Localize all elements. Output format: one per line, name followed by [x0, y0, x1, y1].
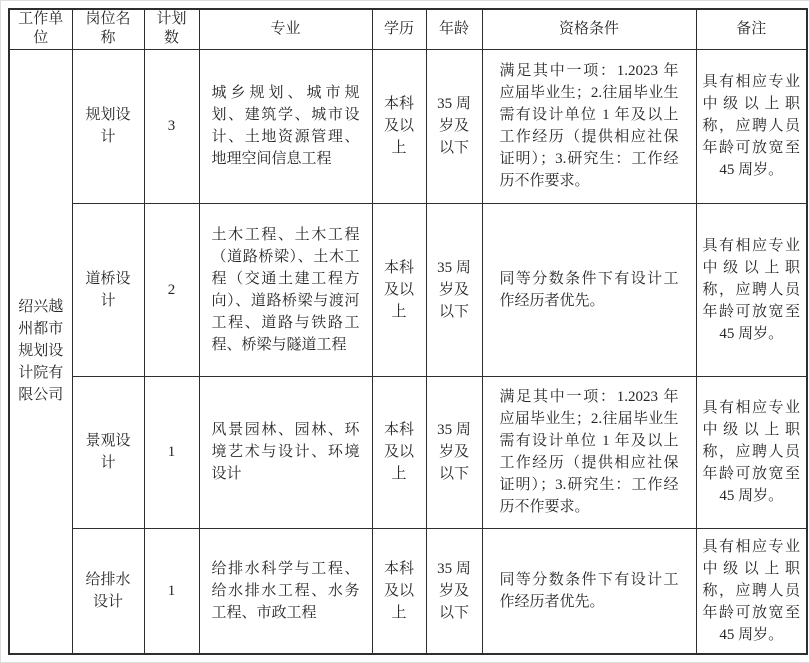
remarks-cell: 具有相应专业中级以上职称，应聘人员年龄可放宽至 45 周岁。 [696, 528, 807, 654]
qualification-cell: 满足其中一项：1.2023 年应届毕业生；2.往届毕业生需有设计单位 1 年及以上工作经历（提供相应社保证明）；3.研究生：工作经历不作要求。 [482, 376, 696, 528]
count-cell: 1 [144, 528, 199, 654]
qualification-cell: 满足其中一项：1.2023 年应届毕业生；2.往届毕业生需有设计单位 1 年及以上工作经历（提供相应社保证明）；3.研究生：工作经历不作要求。 [482, 49, 696, 203]
table-row-water-supply-drainage-design [9, 528, 807, 654]
header-age: 年龄 [426, 9, 482, 49]
header-position-name: 岗位名称 [72, 9, 144, 49]
header-planned-count: 计划数 [144, 9, 199, 49]
age-cell: 35 周岁及以下 [426, 528, 482, 654]
company-cell: 绍兴越州都市规划设计院有限公司 [9, 49, 72, 654]
remarks-cell: 具有相应专业中级以上职称，应聘人员年龄可放宽至 45 周岁。 [696, 49, 807, 203]
position-cell: 给排水设计 [72, 528, 144, 654]
age-cell: 35 周岁及以下 [426, 203, 482, 376]
education-cell: 本科及以上 [372, 528, 426, 654]
majors-cell: 风景园林、园林、环境艺术与设计、环境设计 [199, 376, 372, 528]
remarks-cell: 具有相应专业中级以上职称，应聘人员年龄可放宽至 45 周岁。 [696, 203, 807, 376]
majors-cell: 城乡规划、城市规划、建筑学、城市设计、土地资源管理、地理空间信息工程 [199, 49, 372, 203]
count-cell: 2 [144, 203, 199, 376]
recruitment-table [8, 8, 808, 655]
header-qualifications: 资格条件 [482, 9, 696, 49]
majors-cell: 土木工程、土木工程（道路桥梁）、土木工程（交通土建工程方向）、道路桥梁与渡河工程、道路与铁路工程、桥梁与隧道工程 [199, 203, 372, 376]
qualification-cell: 同等分数条件下有设计工作经历者优先。 [482, 528, 696, 654]
education-cell: 本科及以上 [372, 203, 426, 376]
position-cell: 道桥设计 [72, 203, 144, 376]
header-major: 专业 [199, 9, 372, 49]
qualification-cell: 同等分数条件下有设计工作经历者优先。 [482, 203, 696, 376]
age-cell: 35 周岁及以下 [426, 49, 482, 203]
education-cell: 本科及以上 [372, 376, 426, 528]
table-row-landscape-design [9, 376, 807, 528]
position-cell: 规划设计 [72, 49, 144, 203]
age-cell: 35 周岁及以下 [426, 376, 482, 528]
remarks-cell: 具有相应专业中级以上职称，应聘人员年龄可放宽至 45 周岁。 [696, 376, 807, 528]
majors-cell: 给排水科学与工程、给水排水工程、水务工程、市政工程 [199, 528, 372, 654]
header-work-unit: 工作单位 [9, 9, 72, 49]
header-row [9, 9, 807, 49]
position-cell: 景观设计 [72, 376, 144, 528]
header-remarks: 备注 [696, 9, 807, 49]
table-row-road-bridge-design [9, 203, 807, 376]
education-cell: 本科及以上 [372, 49, 426, 203]
count-cell: 3 [144, 49, 199, 203]
header-education: 学历 [372, 9, 426, 49]
table-row-planning-design [9, 49, 807, 203]
count-cell: 1 [144, 376, 199, 528]
